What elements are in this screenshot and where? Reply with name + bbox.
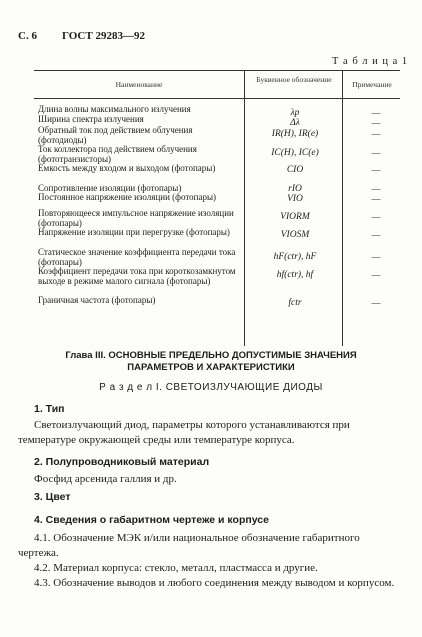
page-number: С. 6 (18, 30, 37, 42)
table-row-note: — (371, 270, 381, 280)
table-row-note: — (371, 129, 381, 139)
chapter-title-line1: Глава III. ОСНОВНЫЕ ПРЕДЕЛЬНО ДОПУСТИМЫЕ ЗНАЧЕНИЯ (65, 350, 357, 361)
heading-material: 2. Полупроводниковый материал (34, 456, 210, 468)
standard-number: ГОСТ 29283—92 (62, 30, 145, 42)
table-row-name: Ширина спектра излучения (38, 114, 144, 124)
table-row-name: Граничная частота (фотопары) (38, 295, 156, 305)
table-row-symbol: VIORM (280, 212, 310, 222)
column-header-symbol: Буквенное обозначение (256, 75, 332, 84)
table-row-name: Повторяющееся импульсное напряжение изоляции (фотопары) (38, 208, 234, 228)
table-row-name: Обратный ток под действием облучения (фотодиоды) (38, 125, 193, 145)
table-row-name: Сопротивление изоляции (фотопары) (38, 183, 182, 193)
paragraph-4-2: 4.2. Материал корпуса: стекло, металл, пластмасса и другие. (34, 562, 318, 574)
table-row-note: — (371, 148, 381, 158)
table-row-note: — (371, 108, 381, 118)
column-header-name: Наименование (115, 80, 163, 89)
table-row-note: — (371, 298, 381, 308)
column-header-note: Примечание (352, 80, 392, 89)
chapter-title-line2: ПАРАМЕТРОВ И ХАРАКТЕРИСТИКИ (127, 362, 295, 373)
heading-package: 4. Сведения о габаритном чертеже и корпусе (34, 514, 269, 526)
paragraph-4-3: 4.3. Обозначение выводов и любого соединения между выводом и корпусом. (34, 577, 395, 589)
table-row-name: Длина волны максимального излучения (38, 104, 191, 114)
heading-type: 1. Тип (34, 403, 65, 415)
table-row-note: — (371, 165, 381, 175)
table-row-name: Коэффициент передачи тока при короткозамкнутом выходе в режиме малого сигнала (фотопары) (38, 266, 236, 286)
table-caption: Т а б л и ц а 1 (332, 56, 409, 67)
paragraph-type: Светоизлучающий диод, параметры которого устанавливаются при температуре окружающей среды или температуре корпуса. (18, 419, 350, 446)
table-row-note: — (371, 252, 381, 262)
section-title: Р а з д е л I. СВЕТОИЗЛУЧАЮЩИЕ ДИОДЫ (99, 382, 323, 393)
table-row-name: Емкость между входом и выходом (фотопары) (38, 163, 216, 173)
table-row-symbol: Δλ (290, 118, 300, 128)
table-row-name: Статическое значение коэффициента передачи тока (фотопары) (38, 247, 236, 267)
table-row-note: — (371, 194, 381, 204)
table-row-note: — (371, 184, 381, 194)
table-row-name: Постоянное напряжение изоляции (фотопары) (38, 192, 217, 202)
table-row-symbol: hF(ctr), hF (273, 252, 317, 262)
table-row-symbol: VIO (287, 194, 303, 204)
table-row-symbol: VIOSM (280, 230, 310, 240)
parameters-table (34, 70, 400, 346)
table-row-symbol: hf(ctr), hf (276, 270, 314, 280)
table-row-symbol: CIO (286, 165, 304, 175)
table-row-name: Ток коллектора под действием облучения (фототранзисторы) (38, 144, 197, 164)
table-row-note: — (371, 118, 381, 128)
table-row-note: — (371, 212, 381, 222)
heading-color: 3. Цвет (34, 491, 71, 503)
table-row-symbol: fctr (288, 298, 302, 308)
table-row-symbol: λp (290, 108, 300, 118)
table-row-symbol: rIO (288, 184, 302, 194)
table-row-symbol: IR(H), IR(e) (271, 129, 319, 139)
table-row-name: Напряжение изоляции при перегрузке (фотопары) (38, 227, 230, 237)
table-row-note: — (371, 230, 381, 240)
paragraph-4-1: 4.1. Обозначение МЭК и/или национальное обозначение габаритного чертежа. (18, 532, 360, 559)
table-row-symbol: IC(H), IC(e) (271, 148, 319, 158)
paragraph-material: Фосфид арсенида галлия и др. (34, 473, 177, 485)
